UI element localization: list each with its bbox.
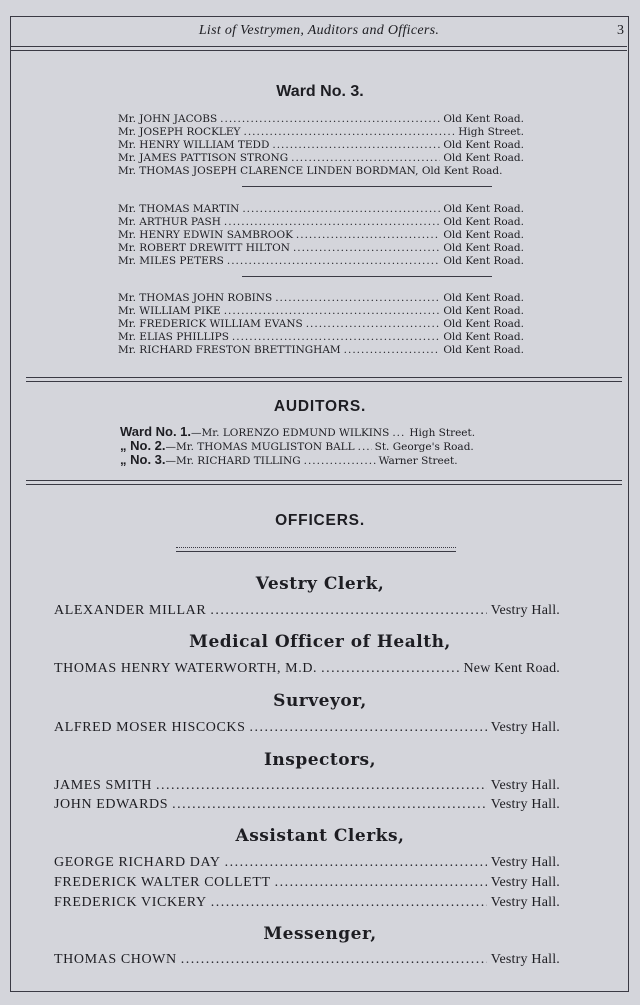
vestryman-name: Mr. WILLIAM PIKE [118,305,221,317]
officer-address: New Kent Road. [463,661,560,676]
officer-row [54,603,560,619]
vestryman-name: Mr. HENRY WILLIAM TEDD [118,139,270,151]
leader-dots [291,152,440,164]
vestryman-address: Old Kent Road. [443,216,524,228]
section-double-rule [26,377,622,382]
leader-dots [210,603,486,619]
officer-row [54,797,560,813]
leader-dots [227,255,440,267]
officer-address: Vestry Hall. [490,875,560,890]
leader-dots [181,952,487,968]
group-divider [242,276,492,277]
office-title: Inspectors, [263,750,377,770]
leader-dots [224,305,441,317]
vestryman-address: High Street. [458,126,524,138]
vestryman-address: Old Kent Road. [443,318,524,330]
leader-dots [220,113,440,125]
officer-address: Vestry Hall. [490,855,560,870]
vestryman-row [118,126,524,138]
page-number: 3 [617,23,624,38]
vestryman-name: Mr. ROBERT DREWITT HILTON [118,242,290,254]
officer-address: Vestry Hall. [490,603,560,618]
auditor-row [120,438,474,453]
page-header [10,16,628,47]
auditor-row [120,424,475,439]
officer-name: ALFRED MOSER HISCOCKS [54,720,246,735]
officer-row [54,778,560,794]
vestryman-row [118,139,524,151]
ornamental-rule [176,547,456,552]
office-title: Messenger, [263,924,377,944]
vestryman-address: Old Kent Road. [443,139,524,151]
vestryman-row [118,344,524,356]
officer-address: Vestry Hall. [490,895,560,910]
leader-dots [244,126,456,138]
officer-name: FREDERICK VICKERY [54,895,207,910]
vestryman-name: Mr. JOHN JACOBS [118,113,218,125]
office-title: Vestry Clerk, [255,574,385,594]
vestryman-row [118,318,524,330]
leader-dots [172,797,487,813]
group-divider [242,186,492,187]
officers-heading: OFFICERS. [275,512,365,529]
vestryman-row [118,216,524,228]
auditor-name: —Mr. THOMAS MUGLISTON BALL [165,441,355,453]
vestryman-row [118,331,524,343]
leader-dots [272,139,440,151]
officer-row [54,895,560,911]
vestryman-row [118,152,524,164]
leader-dots [293,242,440,254]
officer-address: Vestry Hall. [490,797,560,812]
leader-dots [275,875,487,891]
vestryman-address: Old Kent Road. [443,152,524,164]
header-double-rule [10,46,627,51]
leader-dots [250,720,487,736]
vestryman-row [118,305,524,317]
auditor-address: High Street. [409,427,476,439]
vestryman-row [118,229,524,241]
auditor-address: St. George's Road. [374,441,474,453]
officer-name: ALEXANDER MILLAR [54,603,207,618]
office-title: Surveyor, [273,691,367,711]
page-title: List of Vestrymen, Auditors and Officers. [198,23,440,38]
vestryman-address: Old Kent Road. [443,255,524,267]
officer-row [54,720,560,736]
auditors-heading: AUDITORS. [273,398,367,415]
vestryman-name: Mr. THOMAS MARTIN [118,203,240,215]
leader-dots [232,331,440,343]
vestryman-name: Mr. JOSEPH ROCKLEY [118,126,241,138]
vestryman-address: Old Kent Road. [443,305,524,317]
vestryman-row [118,165,568,177]
leader-dots [275,292,440,304]
vestryman-address: Old Kent Road. [443,203,524,215]
officer-name: THOMAS CHOWN [54,952,177,967]
vestryman-address: Old Kent Road. [443,113,524,125]
officer-name: JAMES SMITH [54,778,153,793]
auditor-row [120,452,458,467]
vestryman-name: Mr. THOMAS JOHN ROBINS [118,292,273,304]
officer-row [54,875,560,891]
vestryman-row [118,113,524,125]
officer-address: Vestry Hall. [490,778,560,793]
auditor-ward: Ward No. 1. [120,424,192,439]
leader-dots [156,778,487,794]
vestryman-row [118,292,524,304]
officer-address: Vestry Hall. [490,720,560,735]
vestryman-address: Old Kent Road. [443,331,524,343]
officer-name: THOMAS HENRY WATERWORTH, M.D. [54,661,318,676]
office-title: Medical Officer of Health, [189,632,451,652]
leader-dots [242,203,440,215]
leader-dots [225,855,487,871]
vestryman-name: Mr. MILES PETERS [118,255,224,267]
ward-title: Ward No. 3. [276,83,364,100]
leader-dots [321,661,459,677]
officer-address: Vestry Hall. [490,952,560,967]
vestryman-name: Mr. THOMAS JOSEPH CLARENCE LINDEN BORDMAN, Old Kent Road. [118,165,503,177]
office-title: Assistant Clerks, [235,826,405,846]
vestryman-name: Mr. FREDERICK WILLIAM EVANS [118,318,303,330]
vestryman-address: Old Kent Road. [443,229,524,241]
vestryman-address: Old Kent Road. [443,292,524,304]
vestryman-name: Mr. ELIAS PHILLIPS [118,331,229,343]
officer-name: GEORGE RICHARD DAY [54,855,221,870]
vestryman-name: Mr. HENRY EDWIN SAMBROOK [118,229,293,241]
vestryman-row [118,255,524,267]
officer-name: FREDERICK WALTER COLLETT [54,875,271,890]
vestryman-name: Mr. ARTHUR PASH [118,216,221,228]
officer-row [54,855,560,871]
section-double-rule [26,480,622,485]
auditor-name: —Mr. LORENZO EDMUND WILKINS [191,427,390,439]
officer-row [54,661,560,677]
leader-dots [306,318,441,330]
auditor-ward: „ No. 3. [120,452,166,467]
leader-dots [211,895,487,911]
auditor-ward: „ No. 2. [120,438,166,453]
officer-name: JOHN EDWARDS [54,797,169,812]
vestryman-address: Old Kent Road. [443,242,524,254]
vestryman-row [118,203,524,215]
officer-row [54,952,560,968]
leader-dots [296,229,440,241]
auditor-address: Warner Street. [378,455,458,467]
leader-dots [304,455,376,467]
vestryman-row [118,242,524,254]
auditor-name: —Mr. RICHARD TILLING [165,455,301,467]
vestryman-name: Mr. RICHARD FRESTON BRETTINGHAM [118,344,341,356]
leader-dots [344,344,441,356]
vestryman-address: Old Kent Road. [443,344,524,356]
leader-dots [224,216,440,228]
vestryman-name: Mr. JAMES PATTISON STRONG [118,152,289,164]
